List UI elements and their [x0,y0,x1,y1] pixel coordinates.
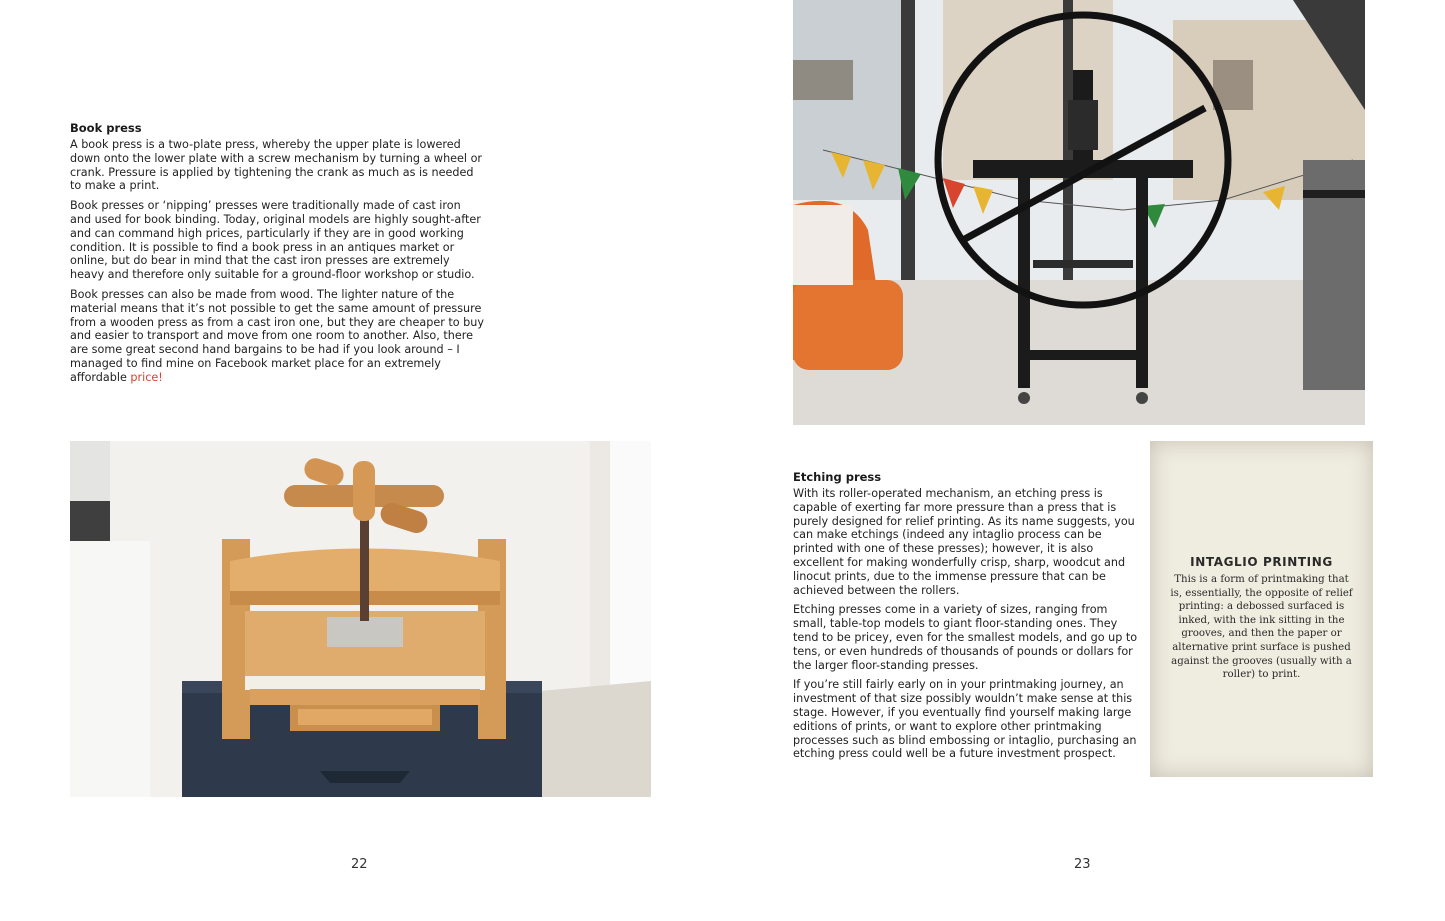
paragraph [70,288,485,385]
left-page [0,0,722,921]
paragraph: Etching presses come in a variety of sizes, ranging from small, table-top models to giant floor-standing ones. They tend to be pricey, even for the smallest models, and go up to tens, or even hundreds of thousands of pounds or dollars for the larger floor-standing presses. [793,603,1138,672]
etching-press-photo [793,0,1365,425]
page-number: 22 [351,857,368,872]
paragraph: Book presses or ‘nipping’ presses were traditionally made of cast iron and used for book binding. Today, original models are highly sought-after and can command high prices, particularly if they are in good working condition. It is possible to find a book press in an antiques market or online, but do bear in mind that the cast iron presses are extremely heavy and therefore only suitable for a ground-floor workshop or studio. [70,199,481,282]
book-press-illustration [70,441,651,797]
book-press-photo [70,441,651,797]
right-page [722,0,1445,921]
paragraph: A book press is a two-plate press, whereby the upper plate is lowered down onto the lower plate with a screw mechanism by turning a wheel or crank. Pressure is applied by tightening the crank as much as is needed to make a print. [70,138,483,193]
paragraph: If you’re still fairly early on in your printmaking journey, an investment of that size possibly wouldn’t make sense at this stage. However, if you eventually find yourself making large editions of prints, or want to explore other printmaking processes such as blind embossing or intaglio, purchasing an etching press could well be a future investment prospect. [793,678,1137,761]
book-press-section [70,121,485,391]
info-box-title: INTAGLIO PRINTING [1190,555,1333,569]
intaglio-info-box [1150,441,1373,777]
info-box-body: This is a form of printmaking that is, essentially, the opposite of relief printing: a debossed surfaced is inked, with the ink sitting in the grooves, and then the paper or alternative print surface is pushed against the grooves (usually with a roller) to print. [1170,574,1353,681]
paragraph-text: Book presses can also be made from wood. The lighter nature of the material means that it’s not possible to get the same amount of pressure from a wooden press as from a cast iron one, but they are cheaper to buy and easier to transport and move from one room to another. Also, there are some great second hand bargains to be had if you look around – I managed to find mine on Facebook market place for an extremely affordable [70,287,484,384]
page-number: 23 [1074,857,1091,872]
price-link[interactable]: price! [130,370,163,384]
section-title-book-press: Book press [70,121,142,135]
paragraph: With its roller-operated mechanism, an etching press is capable of exerting far more pressure than a press that is purely designed for relief printing. As its name suggests, you can make etchings (indeed any intaglio process can be printed with one of these presses); however, it is also excellent for making wonderfully crisp, sharp, woodcut and linocut prints, due to the immense pressure that can be achieved between the rollers. [793,487,1135,597]
etching-press-section [793,470,1138,767]
section-title-etching-press: Etching press [793,470,882,484]
etching-press-illustration [793,0,1365,425]
